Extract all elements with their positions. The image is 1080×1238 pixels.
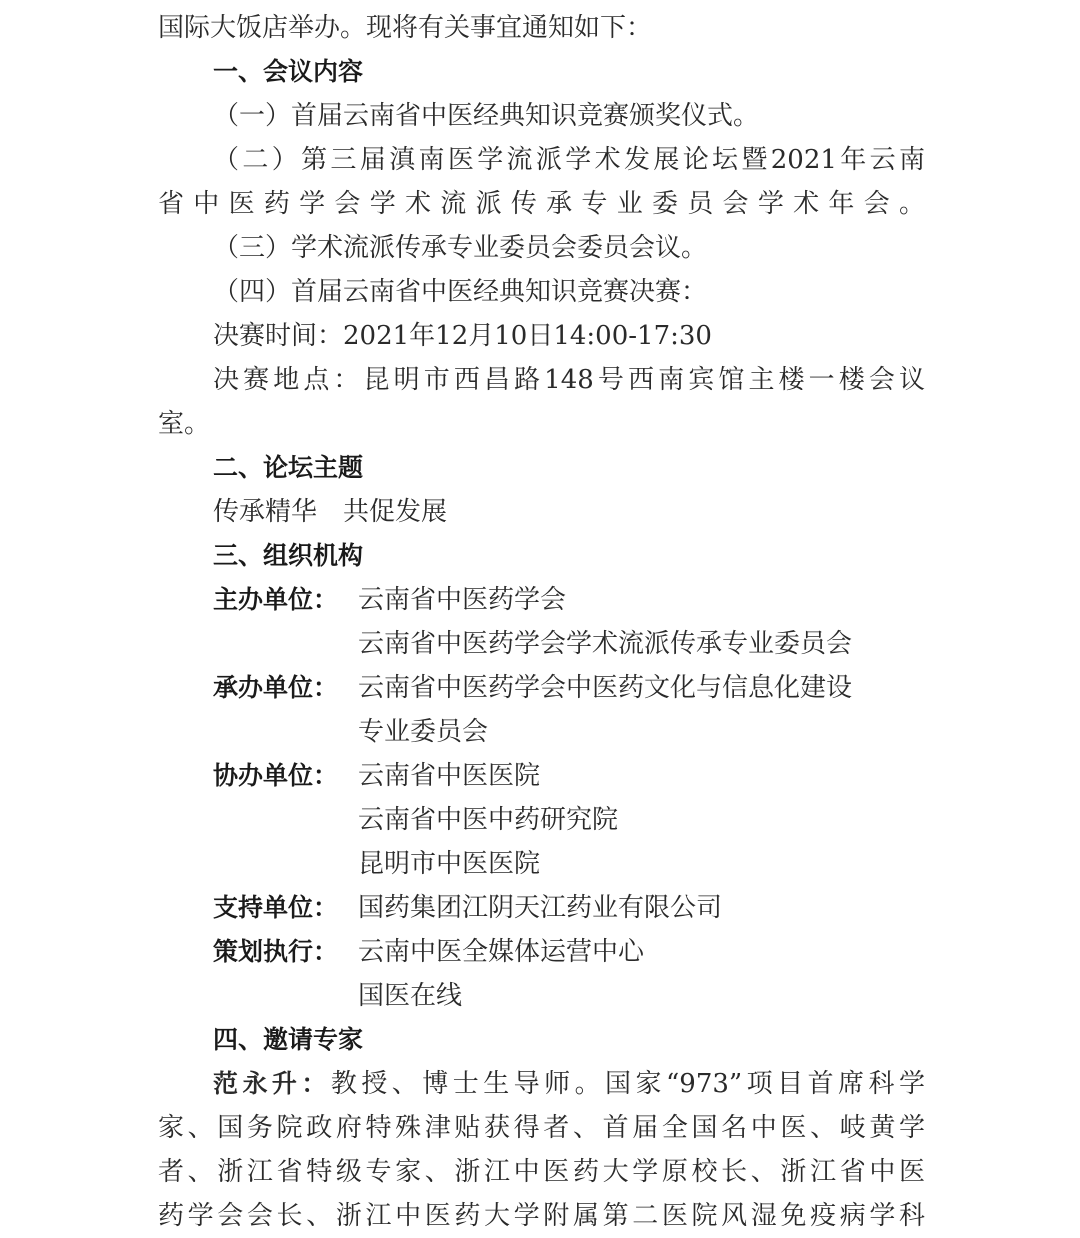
section-heading-4: 四、邀请专家 bbox=[213, 1025, 364, 1054]
section-heading-2: 二、论坛主题 bbox=[213, 453, 364, 482]
agenda-item-4: （四）首届云南省中医经典知识竞赛决赛： bbox=[213, 277, 708, 307]
final-place: 决赛地点：昆明市西昌路148号西南宾馆主楼一楼会议 bbox=[213, 365, 925, 395]
intro-text: 国际大饭店举办。现将有关事宜通知如下： bbox=[158, 13, 653, 43]
expert-line-4: 药学会会长、浙江中医药大学附属第二医院风湿免疫病学科 bbox=[158, 1201, 925, 1231]
final-time: 决赛时间：2021年12月10日14:00-17:30 bbox=[213, 321, 712, 351]
agenda-item-2-cont: 省中医药学会学术流派传承专业委员会学术年会。 bbox=[158, 189, 925, 219]
agenda-item-2: （二）第三届滇南医学流派学术发展论坛暨2021年云南 bbox=[213, 145, 925, 175]
forum-theme: 传承精华 共促发展 bbox=[213, 497, 448, 527]
co-label: 协办单位： bbox=[213, 761, 339, 790]
expert-line-1 bbox=[213, 1062, 925, 1106]
co-value: 云南省中医中药研究院 bbox=[358, 805, 619, 835]
host-label: 主办单位： bbox=[213, 585, 339, 614]
support-value: 国药集团江阴天江药业有限公司 bbox=[358, 893, 723, 923]
exec-value: 云南中医全媒体运营中心 bbox=[358, 937, 645, 967]
host-value: 云南省中医药学会学术流派传承专业委员会 bbox=[358, 629, 853, 659]
agenda-item-1: （一）首届云南省中医经典知识竞赛颁奖仪式。 bbox=[213, 101, 760, 131]
host-value: 云南省中医药学会 bbox=[358, 585, 567, 615]
organizer-value: 专业委员会 bbox=[358, 717, 489, 747]
section-heading-3: 三、组织机构 bbox=[213, 541, 364, 570]
expert-line-2: 家、国务院政府特殊津贴获得者、首届全国名中医、岐黄学 bbox=[158, 1113, 925, 1143]
expert-name: 范永升： bbox=[213, 1069, 331, 1098]
agenda-item-3: （三）学术流派传承专业委员会委员会议。 bbox=[213, 233, 708, 263]
exec-label: 策划执行： bbox=[213, 937, 339, 966]
organizer-label: 承办单位： bbox=[213, 673, 339, 702]
expert-line-3: 者、浙江省特级专家、浙江中医药大学原校长、浙江省中医 bbox=[158, 1157, 925, 1187]
co-value: 昆明市中医医院 bbox=[358, 849, 541, 879]
organizer-value: 云南省中医药学会中医药文化与信息化建设 bbox=[358, 673, 853, 703]
co-value: 云南省中医医院 bbox=[358, 761, 541, 791]
expert-bio: 教授、博士生导师。国家“973”项目首席科学 bbox=[330, 1069, 925, 1099]
final-place-cont: 室。 bbox=[158, 409, 211, 439]
exec-value: 国医在线 bbox=[358, 981, 463, 1011]
support-label: 支持单位： bbox=[213, 893, 339, 922]
section-heading-1: 一、会议内容 bbox=[213, 57, 364, 86]
